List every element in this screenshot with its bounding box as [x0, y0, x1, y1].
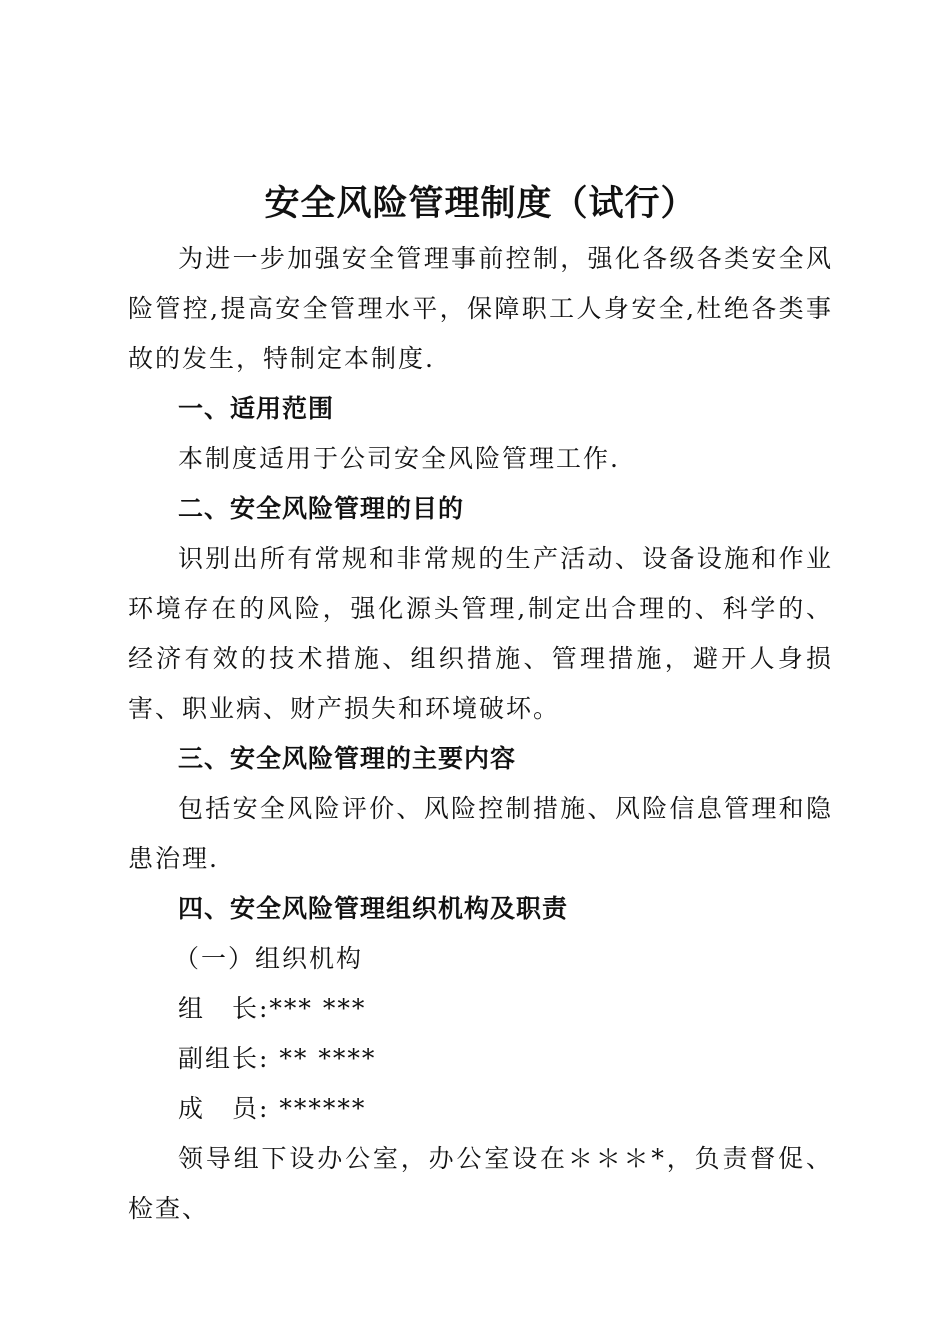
section-body-content: 包括安全风险评价、风险控制措施、风险信息管理和隐患治理. — [128, 794, 833, 873]
role-deputy-leader: 副组长: ** **** — [178, 1044, 377, 1073]
section-heading-organization: 四、安全风险管理组织机构及职责 — [178, 894, 569, 923]
role-leader: 组 长:*** *** — [178, 994, 367, 1023]
office-paragraph: 领导组下设办公室，办公室设在＊＊＊*，负责督促、检查、 — [128, 1144, 833, 1223]
intro-paragraph: 为进一步加强安全管理事前控制，强化各级各类安全风险管控,提高安全管理水平，保障职工人身安全,杜绝各类事故的发生，特制定本制度. — [128, 244, 833, 373]
document-title: 安全风险管理制度（试行） — [264, 183, 697, 224]
document-page — [128, 178, 833, 1234]
section-heading-content: 三、安全风险管理的主要内容 — [178, 744, 517, 773]
subheading-organization: （一）组织机构 — [174, 944, 364, 973]
section-body-scope: 本制度适用于公司安全风险管理工作. — [178, 444, 620, 473]
section-heading-scope: 一、适用范围 — [178, 394, 335, 423]
section-heading-purpose: 二、安全风险管理的目的 — [178, 494, 465, 523]
section-body-purpose: 识别出所有常规和非常规的生产活动、设备设施和作业环境存在的风险，强化源头管理,制定出合理的、科学的、经济有效的技术措施、组织措施、管理措施，避开人身损害、职业病、财产损失和环境破坏。 — [128, 544, 833, 723]
role-members: 成 员: ****** — [178, 1094, 367, 1123]
